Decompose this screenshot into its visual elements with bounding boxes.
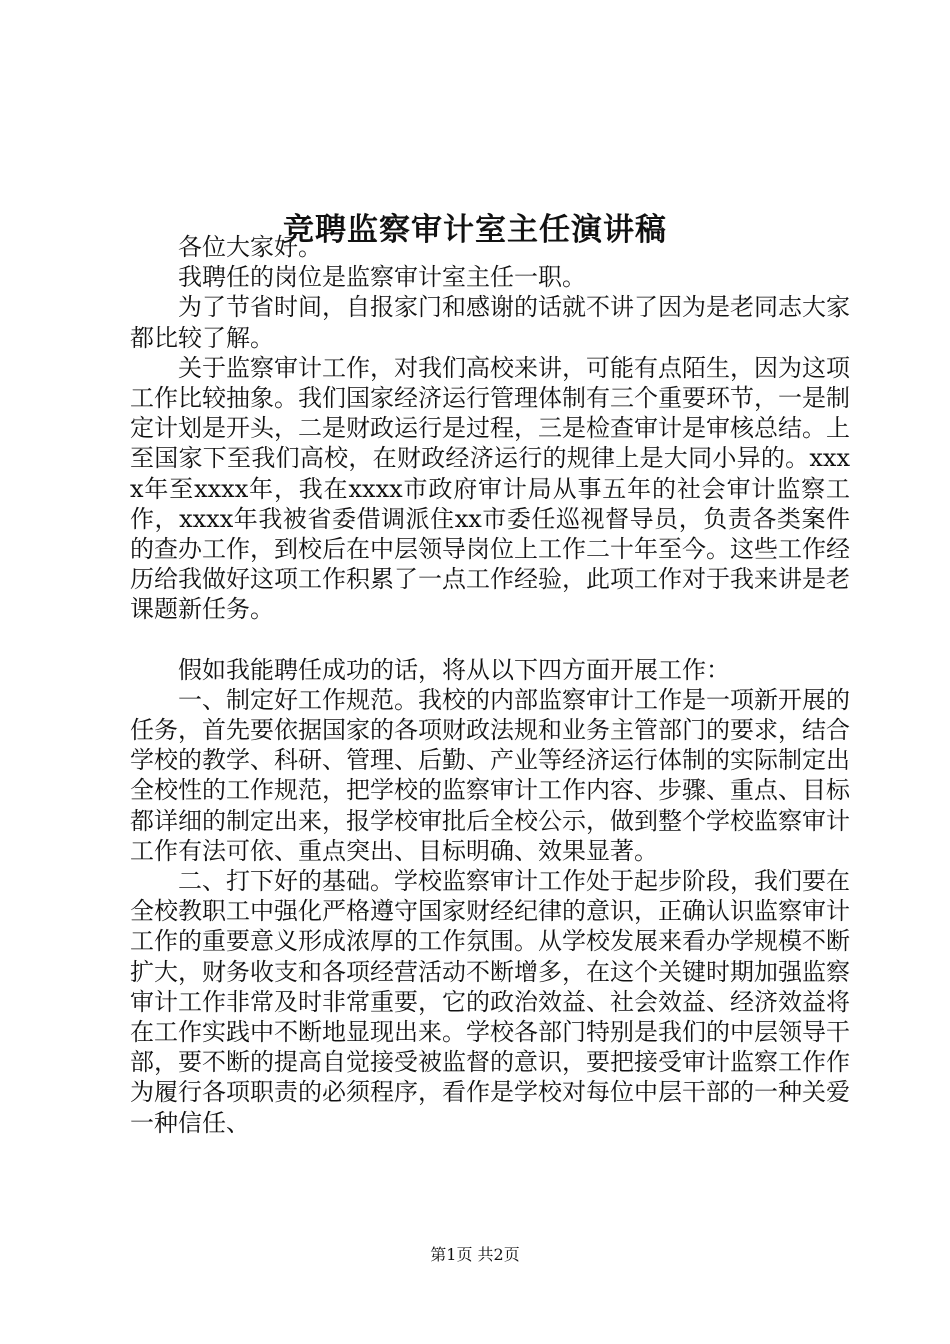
paragraph-spacer bbox=[130, 625, 850, 655]
paragraph-experience: 关于监察审计工作，对我们高校来讲，可能有点陌生，因为这项工作比较抽象。我们国家经济运行管理体制有三个重要环节，一是制定计划是开头，二是财政运行是过程，三是检查审计是审核总结。上至国家下至我们高校，在财政经济运行的规律上是大同小异的。xxxx年至xxxx年，我在xxxx市政府审计局从事五年的社会审计监察工作，xxxx年我被省委借调派住xx市委任巡视督导员，负责各类案件的查办工作，到校后在中层领导岗位上工作二十年至今。这些工作经历给我做好这项工作积累了一点工作经验，此项工作对于我来讲是老课题新任务。 bbox=[130, 353, 850, 624]
paragraph-point-two: 二、打下好的基础。学校监察审计工作处于起步阶段，我们要在全校教职工中强化严格遵守国家财经纪律的意识，正确认识监察审计工作的重要意义形成浓厚的工作氛围。从学校发展来看办学规模不断扩大，财务收支和各项经营活动不断增多，在这个关键时期加强监察审计工作非常及时非常重要，它的政治效益、社会效益、经济效益将在工作实践中不断地显现出来。学校各部门特别是我们的中层领导干部，要不断的提高自觉接受被监督的意识，要把接受审计监察工作作为履行各项职责的必须程序，看作是学校对每位中层干部的一种关爱一种信任、 bbox=[130, 867, 850, 1137]
paragraph-position: 我聘任的岗位是监察审计室主任一职。 bbox=[178, 263, 586, 292]
document-title: 竞聘监察审计室主任演讲稿 bbox=[283, 211, 667, 248]
paragraph-introduction: 为了节省时间，自报家门和感谢的话就不讲了因为是老同志大家都比较了解。 bbox=[130, 293, 850, 352]
page-footer: 第1页 共2页 bbox=[430, 1245, 520, 1264]
document-body bbox=[130, 232, 850, 1138]
paragraph-greeting: 各位大家好。 bbox=[178, 233, 322, 261]
paragraph-point-one: 一、制定好工作规范。我校的内部监察审计工作是一项新开展的任务，首先要依据国家的各项财政法规和业务主管部门的要求，结合学校的教学、科研、管理、后勤、产业等经济运行体制的实际制定出全校性的工作规范，把学校的监察审计工作内容、步骤、重点、目标都详细的制定出来，报学校审批后全校公示，做到整个学校监察审计工作有法可依、重点突出、目标明确、效果显著。 bbox=[130, 685, 850, 865]
paragraph-plan-intro: 假如我能聘任成功的话，将从以下四方面开展工作： bbox=[178, 655, 730, 684]
